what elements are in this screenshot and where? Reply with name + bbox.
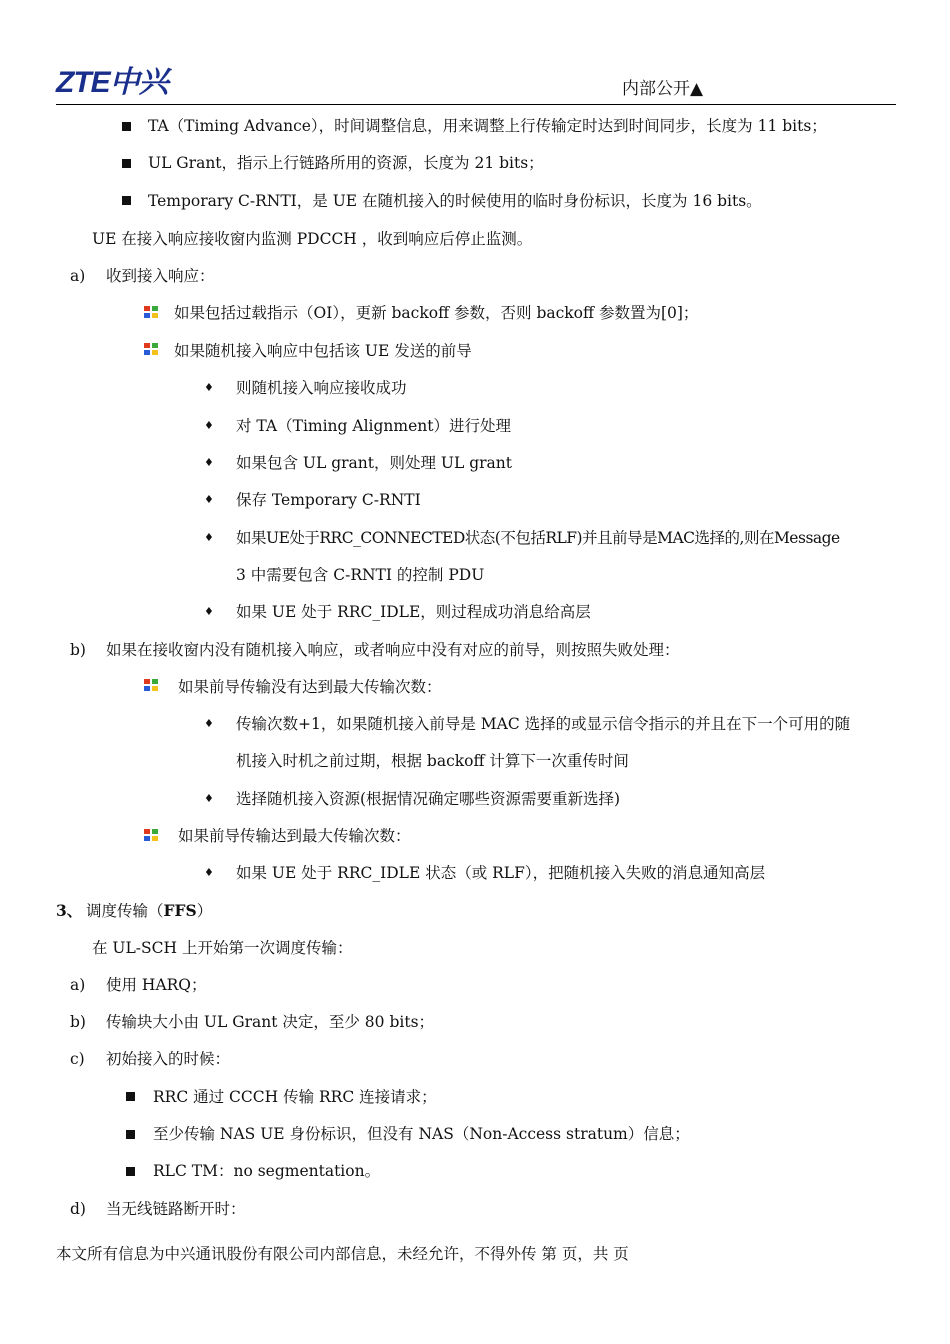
zte-logo [56, 68, 168, 98]
square-bullet-icon [122, 196, 131, 205]
paragraph: UE 在接入响应接收窗内监测 PDCCH ，收到响应后停止监测。 [92, 230, 533, 248]
diamond-bullet-icon: ♦ [204, 605, 214, 618]
list-item: 传输块大小由 UL Grant 决定，至少 80 bits； [106, 1013, 435, 1031]
list-item-continuation: 3 中需要包含 C-RNTI 的控制 PDU [236, 566, 485, 584]
diamond-bullet-icon: ♦ [204, 866, 214, 879]
square-bullet-icon [126, 1167, 135, 1176]
section-title [86, 901, 212, 921]
paragraph: 在 UL-SCH 上开始第一次调度传输： [92, 939, 353, 957]
diamond-bullet-icon: ♦ [204, 531, 214, 544]
list-item: 当无线链路断开时： [106, 1200, 246, 1218]
list-item: 至少传输 NAS UE 身份标识，但没有 NAS（Non-Access stratum）信息； [153, 1125, 690, 1143]
section-title-prefix: 调度传输（ [86, 902, 164, 920]
list-item: 如果包括过载指示（OI），更新 backoff 参数，否则 backoff 参数置为[0]； [174, 304, 699, 322]
list-item: 保存 Temporary C-RNTI [236, 491, 421, 509]
list-item: 如果 UE 处于 RRC_IDLE 状态（或 RLF），把随机接入失败的消息通知高层 [236, 864, 766, 882]
square-bullet-icon [122, 159, 131, 168]
list-marker: c) [70, 1050, 85, 1068]
list-item: 如果 UE 处于 RRC_IDLE，则过程成功消息给高层 [236, 603, 591, 621]
list-item-continuation: 机接入时机之前过期，根据 backoff 计算下一次重传时间 [236, 752, 629, 770]
list-item: 传输次数+1，如果随机接入前导是 MAC 选择的或显示信令指示的并且在下一个可用的随 [236, 715, 851, 733]
list-item: 如果前导传输没有达到最大传输次数： [178, 678, 442, 696]
section-number: 3、 [56, 901, 83, 920]
logo-text: ZTE中兴 [56, 66, 168, 99]
diamond-bullet-icon: ♦ [204, 456, 214, 469]
list-item: 选择随机接入资源(根据情况确定哪些资源需要重新选择) [236, 790, 621, 808]
list-item: 如果前导传输达到最大传输次数： [178, 827, 411, 845]
classification-label: 内部公开▲ [622, 79, 704, 99]
diamond-bullet-icon: ♦ [204, 792, 214, 805]
list-marker: a) [70, 267, 86, 285]
list-item: 对 TA（Timing Alignment）进行处理 [236, 417, 511, 435]
square-bullet-icon [126, 1130, 135, 1139]
diamond-bullet-icon: ♦ [204, 493, 214, 506]
list-item: UL Grant，指示上行链路所用的资源，长度为 21 bits； [148, 154, 544, 172]
list-marker: b) [70, 641, 86, 659]
list-item: 初始接入的时候： [106, 1050, 231, 1068]
square-bullet-icon [122, 122, 131, 131]
list-item: 如果随机接入响应中包括该 UE 发送的前导 [174, 342, 472, 360]
flag-bullet-icon [143, 305, 159, 319]
flag-bullet-icon [143, 678, 159, 692]
list-marker: a) [70, 976, 86, 994]
list-item: TA（Timing Advance），时间调整信息，用来调整上行传输定时达到时间同步，长度为 11 bits； [148, 117, 827, 135]
page-footer: 本文所有信息为中兴通讯股份有限公司内部信息，未经允许，不得外传 第 页，共 页 [56, 1245, 629, 1263]
list-marker: b) [70, 1013, 86, 1031]
diamond-bullet-icon: ♦ [204, 717, 214, 730]
square-bullet-icon [126, 1092, 135, 1101]
list-item: 则随机接入响应接收成功 [236, 379, 407, 397]
header-divider [56, 104, 896, 105]
section-title-suffix: ） [196, 902, 213, 920]
list-item: 如果UE处于RRC_CONNECTED状态(不包括RLF)并且前导是MAC选择的,则在Message [236, 529, 840, 547]
list-item: 使用 HARQ； [106, 976, 207, 994]
diamond-bullet-icon: ♦ [204, 419, 214, 432]
list-item: 如果包含 UL grant，则处理 UL grant [236, 454, 512, 472]
list-item: Temporary C-RNTI，是 UE 在随机接入的时候使用的临时身份标识，长度为 16 bits。 [148, 192, 762, 210]
list-item: 收到接入响应： [106, 267, 215, 285]
flag-bullet-icon [143, 828, 159, 842]
list-item: RLC TM：no segmentation。 [153, 1162, 381, 1180]
diamond-bullet-icon: ♦ [204, 381, 214, 394]
section-title-bold: FFS [163, 901, 197, 920]
list-item: 如果在接收窗内没有随机接入响应，或者响应中没有对应的前导，则按照失败处理： [106, 641, 680, 659]
flag-bullet-icon [143, 342, 159, 356]
list-item: RRC 通过 CCCH 传输 RRC 连接请求； [153, 1088, 437, 1106]
list-marker: d) [70, 1200, 86, 1218]
